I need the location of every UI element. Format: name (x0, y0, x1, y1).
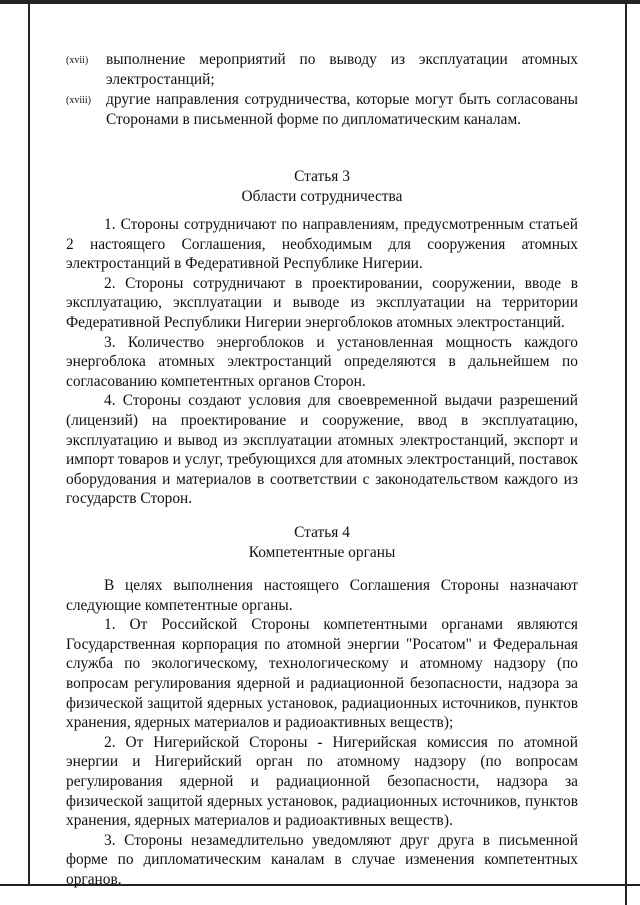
paragraph: 1. От Российской Стороны компетентными органами являются Государственная корпорация по атомной энергии "Росатом" и Федеральная служба по экологическому, технологическому и атомному надзору (по вопросам регулирования ядерной и радиационной безопасности, надзора за физической защитой ядерных установок, радиационных источников, пунктов хранения, ядерных материалов и радиоактивных веществ); (66, 616, 578, 732)
article-title: Области сотрудничества (241, 187, 403, 205)
paragraph: 2. От Нигерийской Стороны - Нигерийская комиссия по атомной энергии и Нигерийский орган по атомному надзору (по вопросам регулирования ядерной и радиационной безопасности, надзора за физической защитой ядерных установок, радиационных источников, пунктов хранения, ядерных материалов и радиоактивных веществ). (66, 733, 578, 830)
page-border-right (625, 0, 627, 905)
paragraph: 3. Стороны незамедлительно уведомляют друг друга в письменной форме по дипломатическим каналам в случае изменения компетентных органов. (66, 831, 578, 888)
article-3-body (66, 215, 578, 509)
list-item-number: (xvii) (66, 55, 89, 66)
page-border-top (0, 0, 640, 4)
list-continuation (66, 50, 578, 129)
paragraph: 3. Количество энергоблоков и установленная мощность каждого энергоблока атомных электростанций определяются в дальнейшем по согласованию компетентных органов Сторон. (66, 333, 578, 390)
article-4-body (66, 576, 578, 890)
article-4 (66, 523, 578, 562)
article-title: Компетентные органы (248, 543, 396, 561)
paragraph: 4. Стороны создают условия для своевременной выдачи разрешений (лицензий) на проектирование и сооружение, ввод в эксплуатацию, эксплуатацию и вывод из эксплуатации атомных электростанций, экспорт и импорт товаров и услуг, требующихся для атомных электростанций, поставок оборудования и материалов в соответствии с законодательством каждого из государств Сторон. (66, 392, 578, 508)
paragraph: 2. Стороны сотрудничают в проектировании, сооружении, вводе в эксплуатацию, эксплуатации и выводе из эксплуатации на территории Федеративной Республики Нигерии энергоблоков атомных электростанций. (66, 274, 578, 331)
list-item (66, 50, 578, 89)
list-item (66, 90, 578, 129)
article-3 (66, 167, 578, 206)
paragraph: 1. Стороны сотрудничают по направлениям, предусмотренным статьей 2 настоящего Соглашения, необходимым для сооружения атомных электростанций в Федеративной Республике Нигерии. (66, 216, 578, 273)
article-number: Статья 4 (294, 524, 350, 541)
list-item-text: другие направления сотрудничества, которые могут быть согласованы Сторонами в письменной форме по дипломатическим каналам. (106, 91, 578, 128)
article-number: Статья 3 (294, 168, 350, 185)
page-border-left (28, 0, 30, 886)
paragraph: В целях выполнения настоящего Соглашения Стороны назначают следующие компетентные органы. (66, 577, 578, 614)
list-item-number: (xviii) (66, 95, 91, 107)
list-item-text: выполнение мероприятий по выводу из эксплуатации атомных электростанций; (106, 51, 578, 88)
